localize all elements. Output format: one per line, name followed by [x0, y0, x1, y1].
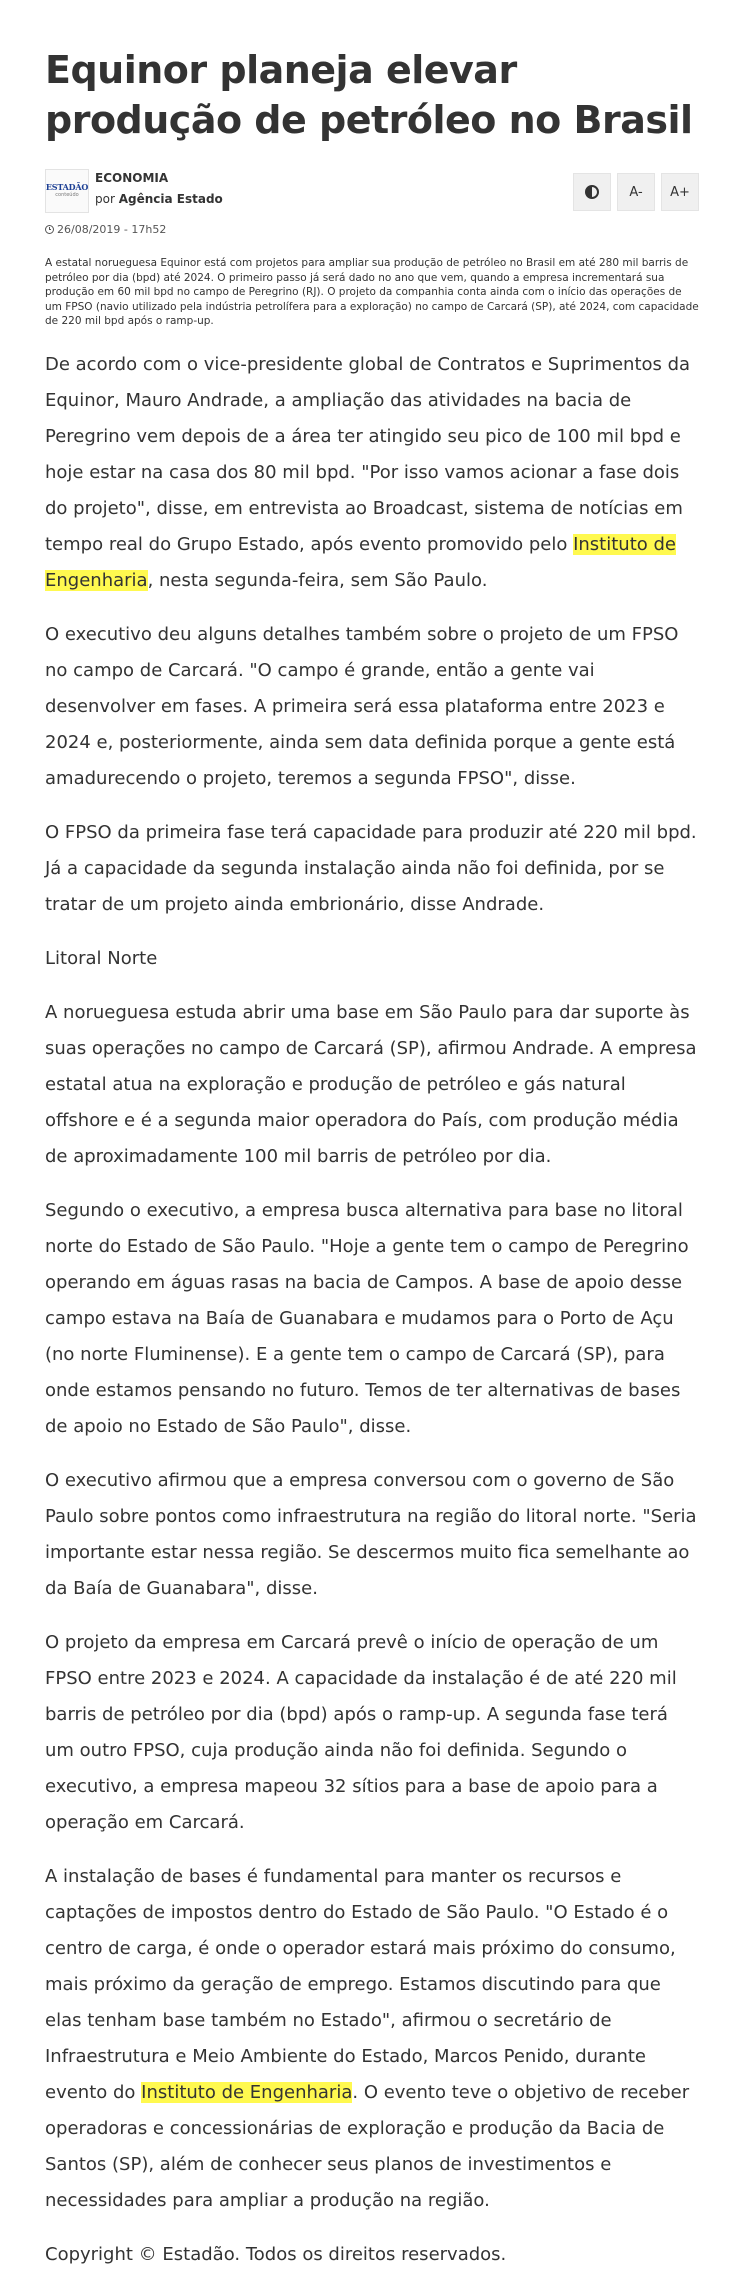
paragraph-8-text-a: A instalação de bases é fundamental para manter os recursos e captações de impostos dentro do Estado de São Paulo. "O Estado é o centro de carga, é onde o operador estará mais próximo do consumo, mais próximo da geração de emprego. Estamos discutindo para que elas tenham base também no Estado", afirmou o secretário de Infraestrutura e Meio Ambiente do Estado, Marcos Penido, durante evento do [45, 1865, 676, 2103]
paragraph-2: O executivo deu alguns detalhes também sobre o projeto de um FPSO no campo de Carcará. "O campo é grande, então a gente vai desenvolver em fases. A primeira será essa plataforma entre 2023 e 2024 e, posteriormente, ainda sem data definida porque a gente está amadurecendo o projeto, teremos a segunda FPSO", disse. [45, 623, 679, 789]
article-headline: Equinor planeja elevar produção de petróleo no Brasil [45, 48, 693, 142]
reading-controls [573, 173, 699, 211]
instituto-link[interactable]: Instituto de Engenharia [45, 533, 676, 591]
paragraph-3: O FPSO da primeira fase terá capacidade para produzir até 220 mil bpd. Já a capacidade da segunda instalação ainda não foi definida, por se tratar de um projeto ainda embrionário, disse Andrade. [45, 821, 697, 915]
section-label: ECONOMIA [95, 171, 169, 185]
logo-text: ESTADÃO [45, 182, 89, 192]
author-line [95, 191, 223, 207]
estadao-logo [45, 169, 89, 213]
paragraph-8 [45, 1859, 699, 2219]
article-meta [45, 169, 699, 217]
byline [95, 169, 223, 207]
paragraph-7: O projeto da empresa em Carcará prevê o início de operação de um FPSO entre 2023 e 2024. A capacidade da instalação é de até 220 mil barris de petróleo por dia (bpd) após o ramp-up. A segunda fase terá um outro FPSO, cuja produção ainda não foi definida. Segundo o executivo, a empresa mapeou 32 sítios para a base de apoio para a operação em Carcará. [45, 1631, 677, 1833]
author-name: Agência Estado [118, 192, 223, 206]
subheading: Litoral Norte [45, 947, 158, 969]
paragraph-1 [45, 347, 699, 599]
logo-subtext: conteúdo [55, 192, 79, 198]
article-body [45, 347, 699, 2273]
paragraph-6: O executivo afirmou que a empresa conversou com o governo de São Paulo sobre pontos como infraestrutura na região do litoral norte. "Seria importante estar nessa região. Se descermos muito fica semelhante ao da Baía de Guanabara", disse. [45, 1469, 697, 1599]
clock-icon [45, 225, 54, 234]
contrast-button[interactable] [573, 173, 611, 211]
paragraph-8-text-b: . O evento teve o objetivo de receber operadoras e concessionárias de exploração e produção da Bacia de Santos (SP), além de conhecer seus planos de investimentos e necessidades para ampliar a produção na região. [45, 2081, 690, 2211]
paragraph-1-text-b: , nesta segunda-feira, sem São Paulo. [147, 569, 488, 591]
article-summary: A estatal norueguesa Equinor está com projetos para ampliar sua produção de petróleo no Brasil em até 280 mil barris de petróleo por dia (bpd) até 2024. O primeiro passo já será dado no ano que vem, quando a empresa incrementará sua produção em 60 mil bpd no campo de Peregrino (RJ). O projeto da companhia conta ainda com o início das operações de um FPSO (navio utilizado pela indústria petrolífera para a exploração) no campo de Carcará (SP), até 2024, com capacidade de 220 mil bpd após o ramp-up. [45, 257, 699, 327]
copyright: Copyright © Estadão. Todos os direitos reservados. [45, 2243, 507, 2265]
date-text: 26/08/2019 - 17h52 [57, 223, 167, 236]
paragraph-5: Segundo o executivo, a empresa busca alternativa para base no litoral norte do Estado de São Paulo. "Hoje a gente tem o campo de Peregrino operando em águas rasas na bacia de Campos. A base de apoio desse campo estava na Baía de Guanabara e mudamos para o Porto de Açu (no norte Fluminense). E a gente tem o campo de Carcará (SP), para onde estamos pensando no futuro. Temos de ter alternativas de bases de apoio no Estado de São Paulo", disse. [45, 1199, 689, 1437]
publish-date [45, 223, 699, 236]
paragraph-1-text-a: De acordo com o vice-presidente global de Contratos e Suprimentos da Equinor, Mauro Andrade, a ampliação das atividades na bacia de Peregrino vem depois de a área ter atingido seu pico de 100 mil bpd e hoje estar na casa dos 80 mil bpd. "Por isso vamos acionar a fase dois do projeto", disse, em entrevista ao Broadcast, sistema de notícias em tempo real do Grupo Estado, após evento promovido pelo [45, 353, 691, 555]
instituto-link-2[interactable]: Instituto de Engenharia [141, 2081, 353, 2103]
decrease-font-button[interactable]: A- [617, 173, 655, 211]
contrast-icon [585, 185, 599, 199]
increase-font-button[interactable]: A+ [661, 173, 699, 211]
paragraph-4: A norueguesa estuda abrir uma base em São Paulo para dar suporte às suas operações no campo de Carcará (SP), afirmou Andrade. A empresa estatal atua na exploração e produção de petróleo e gás natural offshore e é a segunda maior operadora do País, com produção média de aproximadamente 100 mil barris de petróleo por dia. [45, 1001, 697, 1167]
author-prefix: por [95, 192, 115, 206]
